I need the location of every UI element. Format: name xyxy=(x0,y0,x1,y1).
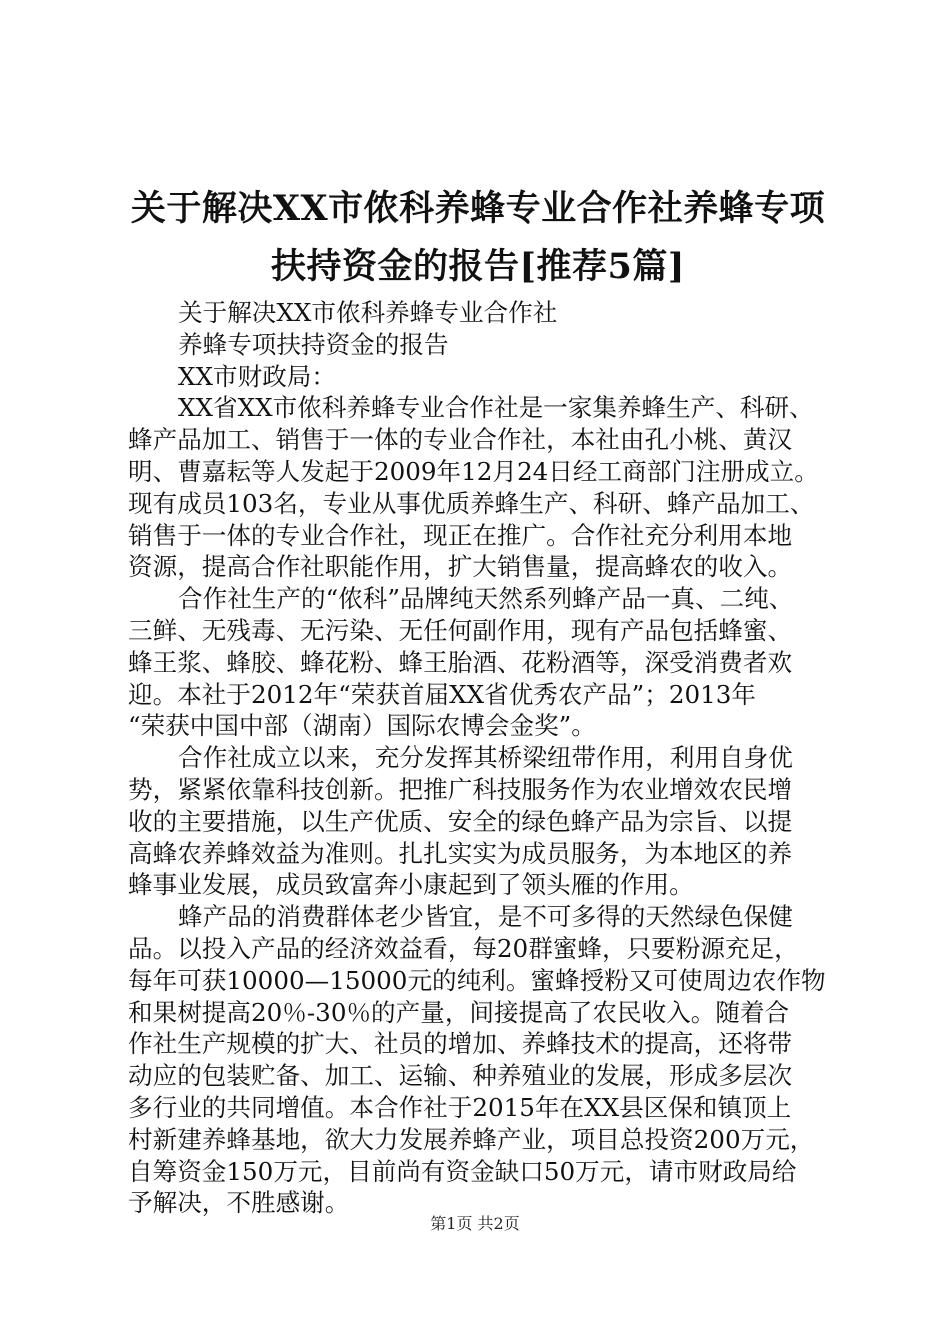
body-line: 蜂事业发展，成员致富奔小康起到了领头雁的作用。 xyxy=(128,870,694,900)
body-line: 收的主要措施，以生产优质、安全的绿色蜂产品为宗旨、以提 xyxy=(128,806,793,836)
body-line: 现有成员103名，专业从事优质养蜂生产、科研、蜂产品加工、 xyxy=(128,488,815,518)
document-title xyxy=(118,180,838,296)
body-line: 品。以投入产品的经济效益看，每20群蜜蜂，只要粉源充足， xyxy=(128,933,799,963)
body-line: 高蜂农养蜂效益为准则。扎扎实实为成员服务，为本地区的养 xyxy=(128,838,793,868)
body-line: 三鲜、无残毒、无污染、无任何副作用，现有产品包括蜂蜜、 xyxy=(128,615,793,645)
body-line: 蜂王浆、蜂胶、蜂花粉、蜂王胎酒、花粉酒等，深受消费者欢 xyxy=(128,647,793,677)
body-line: 村新建养蜂基地，欲大力发展养蜂产业，项目总投资200万元， xyxy=(128,1124,815,1154)
body-line: 蜂产品的消费群体老少皆宜，是不可多得的天然绿色保健 xyxy=(178,902,793,932)
body-line: 动应的包装贮备、加工、运输、种养殖业的发展，形成多层次 xyxy=(128,1061,793,1091)
body-line: 蜂产品加工、销售于一体的专业合作社，本社由孔小桃、黄汉 xyxy=(128,425,793,455)
body-line: 每年可获10000—15000元的纯利。蜜蜂授粉又可使周边农作物 xyxy=(128,965,826,995)
body-line: 销售于一体的专业合作社，现正在推广。合作社充分利用本地 xyxy=(128,520,793,550)
title-line-1: 关于解决XX市侬科养蜂专业合作社养蜂专项 xyxy=(130,188,826,229)
body-line: XX市财政局： xyxy=(178,361,336,391)
body-line: 自筹资金150万元，目前尚有资金缺口50万元，请市财政局给 xyxy=(128,1156,797,1186)
body-line: 迎。本社于2012年“荣获首届XX省优秀农产品”；2013年 xyxy=(128,679,757,709)
body-line: “荣获中国中部（湖南）国际农博会金奖”。 xyxy=(128,711,596,741)
body-line: 势，紧紧依靠科技创新。把推广科技服务作为农业增效农民增 xyxy=(128,774,793,804)
page-footer: 第1页 共2页 xyxy=(430,1214,520,1233)
body-line: 关于解决XX市侬科养蜂专业合作社 xyxy=(178,298,558,327)
body-line: 合作社生产的“侬科”品牌纯天然系列蜂产品一真、二纯、 xyxy=(178,584,794,614)
document-body xyxy=(128,297,830,1219)
body-line: XX省XX市侬科养蜂专业合作社是一家集养蜂生产、科研、 xyxy=(178,393,814,423)
body-line: 合作社成立以来，充分发挥其桥梁纽带作用，利用自身优 xyxy=(178,743,793,773)
body-line: 和果树提高20％-30％的产量，间接提高了农民收入。随着合 xyxy=(128,997,790,1027)
body-line: 资源，提高合作社职能作用，扩大销售量，提高蜂农的收入。 xyxy=(128,552,793,582)
body-line: 明、曹嘉耘等人发起于2009年12月24日经工商部门注册成立。 xyxy=(128,456,819,486)
body-line: 作社生产规模的扩大、社员的增加、养蜂技术的提高，还将带 xyxy=(128,1029,793,1059)
body-line: 养蜂专项扶持资金的报告 xyxy=(178,329,449,359)
title-line-2: 扶持资金的报告[推荐5篇] xyxy=(271,246,685,287)
body-line: 予解决，不胜感谢。 xyxy=(128,1188,350,1218)
body-line: 多行业的共同增值。本合作社于2015年在XX县区保和镇顶上 xyxy=(128,1092,792,1122)
